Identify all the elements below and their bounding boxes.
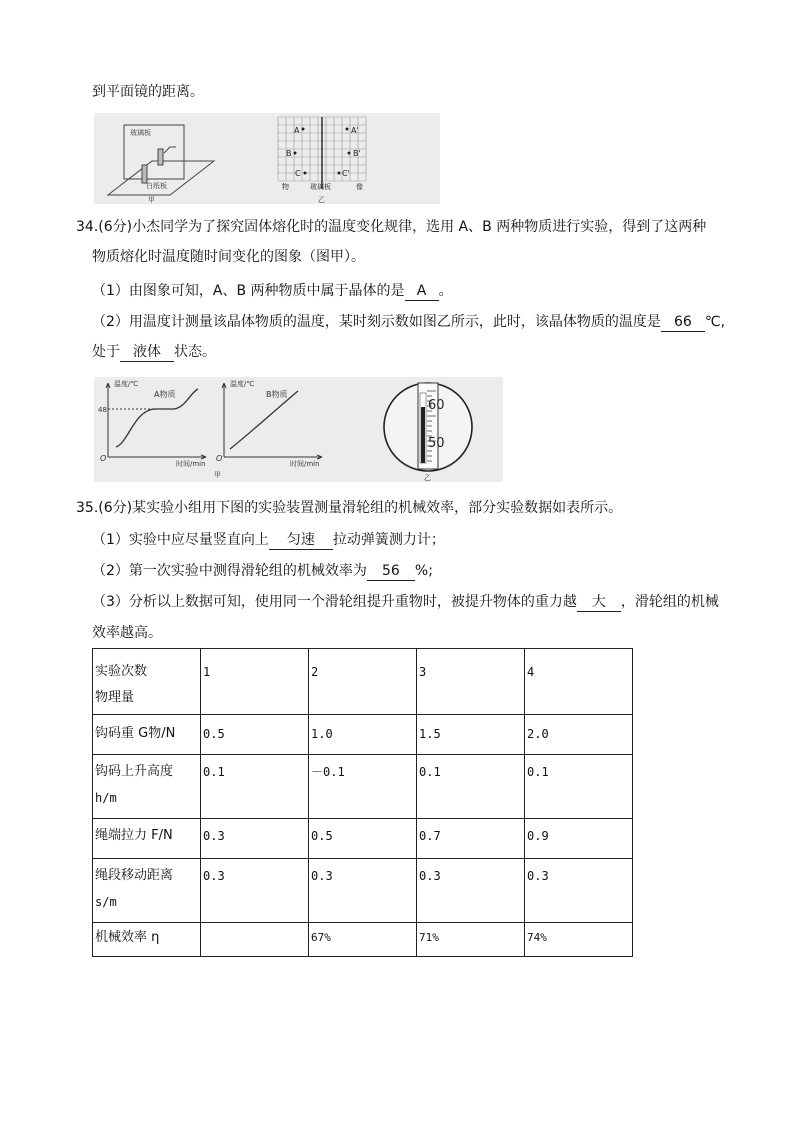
label-c-prime: C' [342,169,350,178]
table-cell: 0.3 [201,819,309,859]
row-label-line2: s/m [95,895,117,909]
table-cell: 0.9 [525,819,633,859]
table-header-row [93,649,633,715]
thermo-caption: 乙 [424,474,431,482]
graph-b-ylabel: 温度/℃ [230,380,255,388]
q35-part3 [92,592,719,612]
q35-part1-prefix: （1）实验中应尽量竖直向上 [92,532,269,548]
label-a: A [294,126,300,135]
table-cell [201,923,309,957]
point-b [294,152,297,155]
row-label [93,715,201,755]
q35-part3-line2: 效率越高。 [92,625,162,641]
q34-part2-line2-prefix: 处于 [92,344,120,360]
point-c [304,172,307,175]
table-header-cell: 4 [525,649,633,715]
table-header-cell: 1 [201,649,309,715]
row-label-line1: 钩码上升高度 [95,764,174,779]
pulley-data-table [92,648,633,957]
q35-number: 35. [76,500,99,516]
row-label [93,859,201,923]
graph-b-title: B物质 [266,390,288,399]
graph-a-xlabel: 时间/min [176,460,206,468]
table-cell: －0.1 [309,755,417,819]
table-row [93,923,633,957]
row-label [93,923,201,957]
label-c: C [295,169,301,178]
graph-a-origin: O [100,454,107,463]
table-cell: 0.3 [525,859,633,923]
figure-melting-graphs [94,377,503,482]
table-cell: 0.3 [309,859,417,923]
graph-b-xlabel: 时间/min [290,460,320,468]
table-cell: 1.5 [417,715,525,755]
thermo-tick-60: 60 [428,398,445,413]
q35-part3-answer: 大 [577,593,621,612]
q34-state-answer: 液体 [120,343,174,362]
point-b-prime [348,152,351,155]
q35-part1-answer: 匀速 [269,531,333,550]
table-cell: 2.0 [525,715,633,755]
table-cell: 71% [417,923,525,957]
table-cell: 0.1 [201,755,309,819]
q35-part3-suffix: ，滑轮组的机械 [620,594,719,610]
q35-part3-prefix: （3）分析以上数据可知，使用同一个滑轮组提升重物时，被提升物体的重力越 [92,594,577,610]
thermometer-diagram [384,383,472,471]
table-cell: 0.3 [417,859,525,923]
q34-part1-prefix: （1）由图象可知，A、B 两种物质中属于晶体的是 [92,283,405,299]
figure-caption-jia: 甲 [148,196,155,204]
intro-text: 到平面镜的距离。 [92,84,204,100]
row-label-line1: 绳段移动距离 [95,868,174,883]
q35-score: (6分) [98,500,133,516]
q35-part2-answer: 56 [367,562,415,581]
q35-part2 [92,561,433,581]
row-label-line1: 钩码重 G物/N [95,726,176,741]
table-cell: 67% [309,923,417,957]
table-header-cell: 2 [309,649,417,715]
graph-a-ylabel: 温度/℃ [114,380,139,388]
q34-part2-prefix: （2）用温度计测量该晶体物质的温度，某时刻示数如图乙所示，此时，该晶体物质的温度是 [92,314,661,330]
label-b: B [286,149,292,158]
q34-score: (6分) [98,219,133,235]
q34-stem-line1 [76,217,706,237]
figure-plane-mirror [94,113,440,204]
label-image: 像 [356,183,363,191]
graph-b-origin: O [216,454,223,463]
q35-stem-line [76,498,622,518]
q34-number: 34. [76,219,99,235]
q34-part1 [92,281,453,301]
row-label-line1: 绳端拉力 F/N [95,828,173,843]
table-cell: 0.5 [201,715,309,755]
table-row [93,819,633,859]
q34-part1-answer: A [405,282,439,301]
table-row [93,755,633,819]
graph-a-value: 48 [98,406,107,414]
table-cell: 0.7 [417,819,525,859]
q34-stem: 小杰同学为了探究固体熔化时的温度变化规律，选用 A、B 两种物质进行实验，得到了这两种 [132,219,707,235]
row-label [93,819,201,859]
header-label-line2: 物理量 [95,690,135,705]
table-header-cell: 3 [417,649,525,715]
table-cell: 0.1 [417,755,525,819]
label-b-prime: B' [353,149,361,158]
q35-stem: 某实验小组用下图的实验装置测量滑轮组的机械效率，部分实验数据如表所示。 [132,500,623,516]
q35-part2-suffix: %; [414,563,433,579]
q34-part1-suffix: 。 [438,283,453,299]
table-cell: 0.3 [201,859,309,923]
table-row [93,859,633,923]
row-label-line2: h/m [95,791,117,805]
figure-caption-yi: 乙 [318,196,325,204]
q34-part2-line2 [92,342,216,362]
row-label-line1: 机械效率 η [95,930,160,945]
table-cell: 1.0 [309,715,417,755]
graph-a-title: A物质 [154,390,176,399]
table-cell: 74% [525,923,633,957]
q34-part2-unit: ℃, [704,314,726,330]
mercury-column [421,407,425,463]
thermo-tick-50: 50 [428,436,445,451]
q34-part2-answer: 66 [661,313,705,332]
table-cell: 0.5 [309,819,417,859]
graph-a-caption: 甲 [214,471,221,479]
label-object: 物 [282,183,289,191]
label-a-prime: A' [351,126,359,135]
point-c-prime [338,172,341,175]
point-a [302,128,305,131]
q34-part2 [92,312,725,332]
glass-plate-label: 玻璃板 [130,129,151,137]
q35-part1 [92,530,445,550]
table-row [93,715,633,755]
q35-part2-prefix: （2）第一次实验中测得滑轮组的机械效率为 [92,563,367,579]
q34-stem-line2: 物质熔化时温度随时间变化的图象（图甲）。 [92,249,365,265]
q35-part1-suffix: 拉动弹簧测力计； [332,532,445,548]
table-cell: 0.1 [525,755,633,819]
paper-label: 白纸板 [146,182,167,190]
row-label [93,755,201,819]
header-label-line1: 实验次数 [95,664,148,679]
label-glass: 玻璃板 [310,183,331,191]
point-a-prime [346,128,349,131]
q34-part2-line2-suffix: 状态。 [174,344,216,360]
table-header-label [93,649,201,715]
